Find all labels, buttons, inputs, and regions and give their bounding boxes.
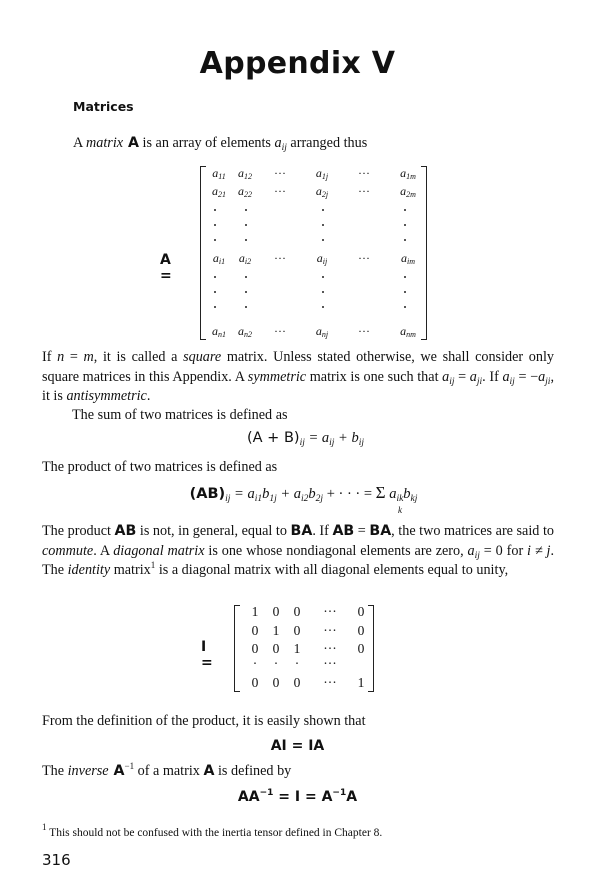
matrix-a-cell: $a_{nm}$	[400, 324, 416, 339]
matrix-a-dot	[322, 306, 324, 308]
sum-index: k	[398, 505, 402, 515]
matrix-a-cell: ···	[274, 166, 286, 180]
ai-ia-equation: AI = IA	[270, 738, 325, 754]
identity-cell: 1	[293, 641, 301, 656]
matrix-a-dot	[404, 306, 406, 308]
identity-cell: 0	[293, 604, 301, 619]
matrix-a-dot	[214, 291, 216, 293]
matrix-a-cell: ···	[358, 324, 370, 338]
identity-label: I =	[201, 639, 213, 671]
intro-line: A matrix A is an array of elements $a_{ij}$ arranged thus	[73, 135, 368, 153]
matrix-a-dot	[322, 276, 324, 278]
matrix-a-dot	[322, 291, 324, 293]
matrix-a-cell: ···	[358, 251, 370, 265]
paragraph-commute: The product AB is not, in general, equal to BA. If AB = BA, the two matrices are said to commute. A diagonal matrix is one whose nondiagonal elements are zero, $a_{ij} = 0$ for i ≠ j. The identity matrix$^1$ is a diagonal matrix with all diagonal elements equal to unity,	[42, 523, 555, 579]
sum-equation: $(A + B)_{ij} = a_{ij} + b_{ij}$	[247, 430, 364, 448]
matrix-a-cell: $a_{im}$	[401, 251, 415, 266]
identity-cell: 0	[251, 623, 259, 638]
identity-cell: ·	[294, 656, 300, 671]
product-equation: $(AB)_{ij} = a_{i1}b_{1j} + a_{i2}b_{2j}$ + · · · = Σ $a_{ik}b_{kj}$	[189, 483, 418, 504]
matrix-a-cell: $a_{ij}$	[316, 251, 328, 266]
matrix-a-dot	[214, 209, 216, 211]
matrix-a-cell: ···	[358, 166, 370, 180]
matrix-a-dot	[322, 224, 324, 226]
identity-cell: ·	[252, 656, 258, 671]
identity-cell: 0	[272, 675, 280, 690]
matrix-a-dot	[404, 239, 406, 241]
page-number: 316	[42, 851, 71, 869]
matrix-a-cell: $a_{1m}$	[400, 166, 416, 181]
matrix-a-dot	[245, 291, 247, 293]
matrix-a-cell: $a_{11}$	[212, 166, 226, 181]
paragraph-square: If n = m, it is called a square matrix. Unless stated otherwise, we shall consider only square matrices in this Appendix. A symmetric matrix is one such that $a_{ij} = a_{ji}$. If $a_{ij} = -a_{ji}$, it is antisymmetric.	[42, 349, 555, 405]
matrix-a-cell: ···	[274, 324, 286, 338]
identity-cell: 0	[251, 641, 259, 656]
matrix-a-cell: $a_{1j}$	[315, 166, 329, 181]
matrix-a-dot	[322, 239, 324, 241]
inverse-line: The inverse $A^{-1}$ of a matrix A is defined by	[42, 761, 292, 779]
matrix-a-cell: $a_{i1}$	[212, 251, 226, 266]
product-definition-line: From the definition of the product, it is easily shown that	[42, 713, 366, 729]
identity-cell: 0	[357, 641, 365, 656]
identity-cell: 0	[357, 604, 365, 619]
matrix-a-dot	[214, 306, 216, 308]
identity-cell: 0	[293, 675, 301, 690]
page-title: Appendix V	[199, 46, 396, 81]
identity-cell: 1	[272, 623, 280, 638]
identity-cell: 0	[272, 604, 280, 619]
matrix-a-dot	[245, 209, 247, 211]
matrix-a-dot	[214, 239, 216, 241]
matrix-a-cell: $a_{i2}$	[238, 251, 252, 266]
identity-cell: ···	[323, 641, 337, 656]
matrix-a-dot	[404, 291, 406, 293]
identity-cell: 0	[272, 641, 280, 656]
product-intro: The product of two matrices is defined as	[42, 459, 278, 475]
matrix-a-dot	[404, 209, 406, 211]
matrix-a-dot	[214, 224, 216, 226]
matrix-a-cell: $a_{21}$	[212, 184, 226, 199]
matrix-a-cell: $a_{12}$	[238, 166, 252, 181]
identity-cell: ···	[323, 675, 337, 690]
identity-cell: ·	[273, 656, 279, 671]
matrix-a-cell: $a_{n1}$	[212, 324, 226, 339]
matrix-a-left-bracket	[200, 166, 206, 340]
matrix-a-label: A =	[160, 252, 172, 284]
identity-cell: ···	[323, 623, 337, 638]
footnote: $^1$ This should not be confused with the inertia tensor defined in Chapter 8.	[42, 822, 383, 839]
identity-cell: 1	[357, 675, 365, 690]
matrix-a-cell: $a_{22}$	[238, 184, 252, 199]
matrix-a-dot	[245, 276, 247, 278]
matrix-a-cell: ···	[358, 184, 370, 198]
matrix-a-dot	[245, 239, 247, 241]
matrix-a-cell: $a_{2m}$	[400, 184, 416, 199]
identity-cell: 0	[357, 623, 365, 638]
sum-intro: The sum of two matrices is defined as	[72, 407, 288, 423]
matrix-a-dot	[245, 306, 247, 308]
identity-left-bracket	[234, 605, 240, 692]
identity-cell: 0	[293, 623, 301, 638]
matrix-a-cell: $a_{n2}$	[238, 324, 252, 339]
matrix-a-dot	[245, 224, 247, 226]
identity-cell: ···	[323, 604, 337, 619]
matrix-a-dot	[404, 276, 406, 278]
identity-cell: 0	[251, 675, 259, 690]
section-heading: Matrices	[73, 99, 134, 114]
matrix-a-dot	[214, 276, 216, 278]
matrix-a-cell: $a_{2j}$	[315, 184, 329, 199]
matrix-a-dot	[404, 224, 406, 226]
inverse-equation: $AA^{-1} = I = A^{-1}A$	[237, 788, 358, 805]
identity-cell: ···	[323, 656, 337, 671]
matrix-a-cell: ···	[274, 184, 286, 198]
matrix-a-right-bracket	[421, 166, 427, 340]
matrix-a-dot	[322, 209, 324, 211]
identity-cell: 1	[251, 604, 259, 619]
matrix-a-cell: $a_{nj}$	[315, 324, 329, 339]
matrix-a-cell: ···	[274, 251, 286, 265]
identity-right-bracket	[368, 605, 374, 692]
